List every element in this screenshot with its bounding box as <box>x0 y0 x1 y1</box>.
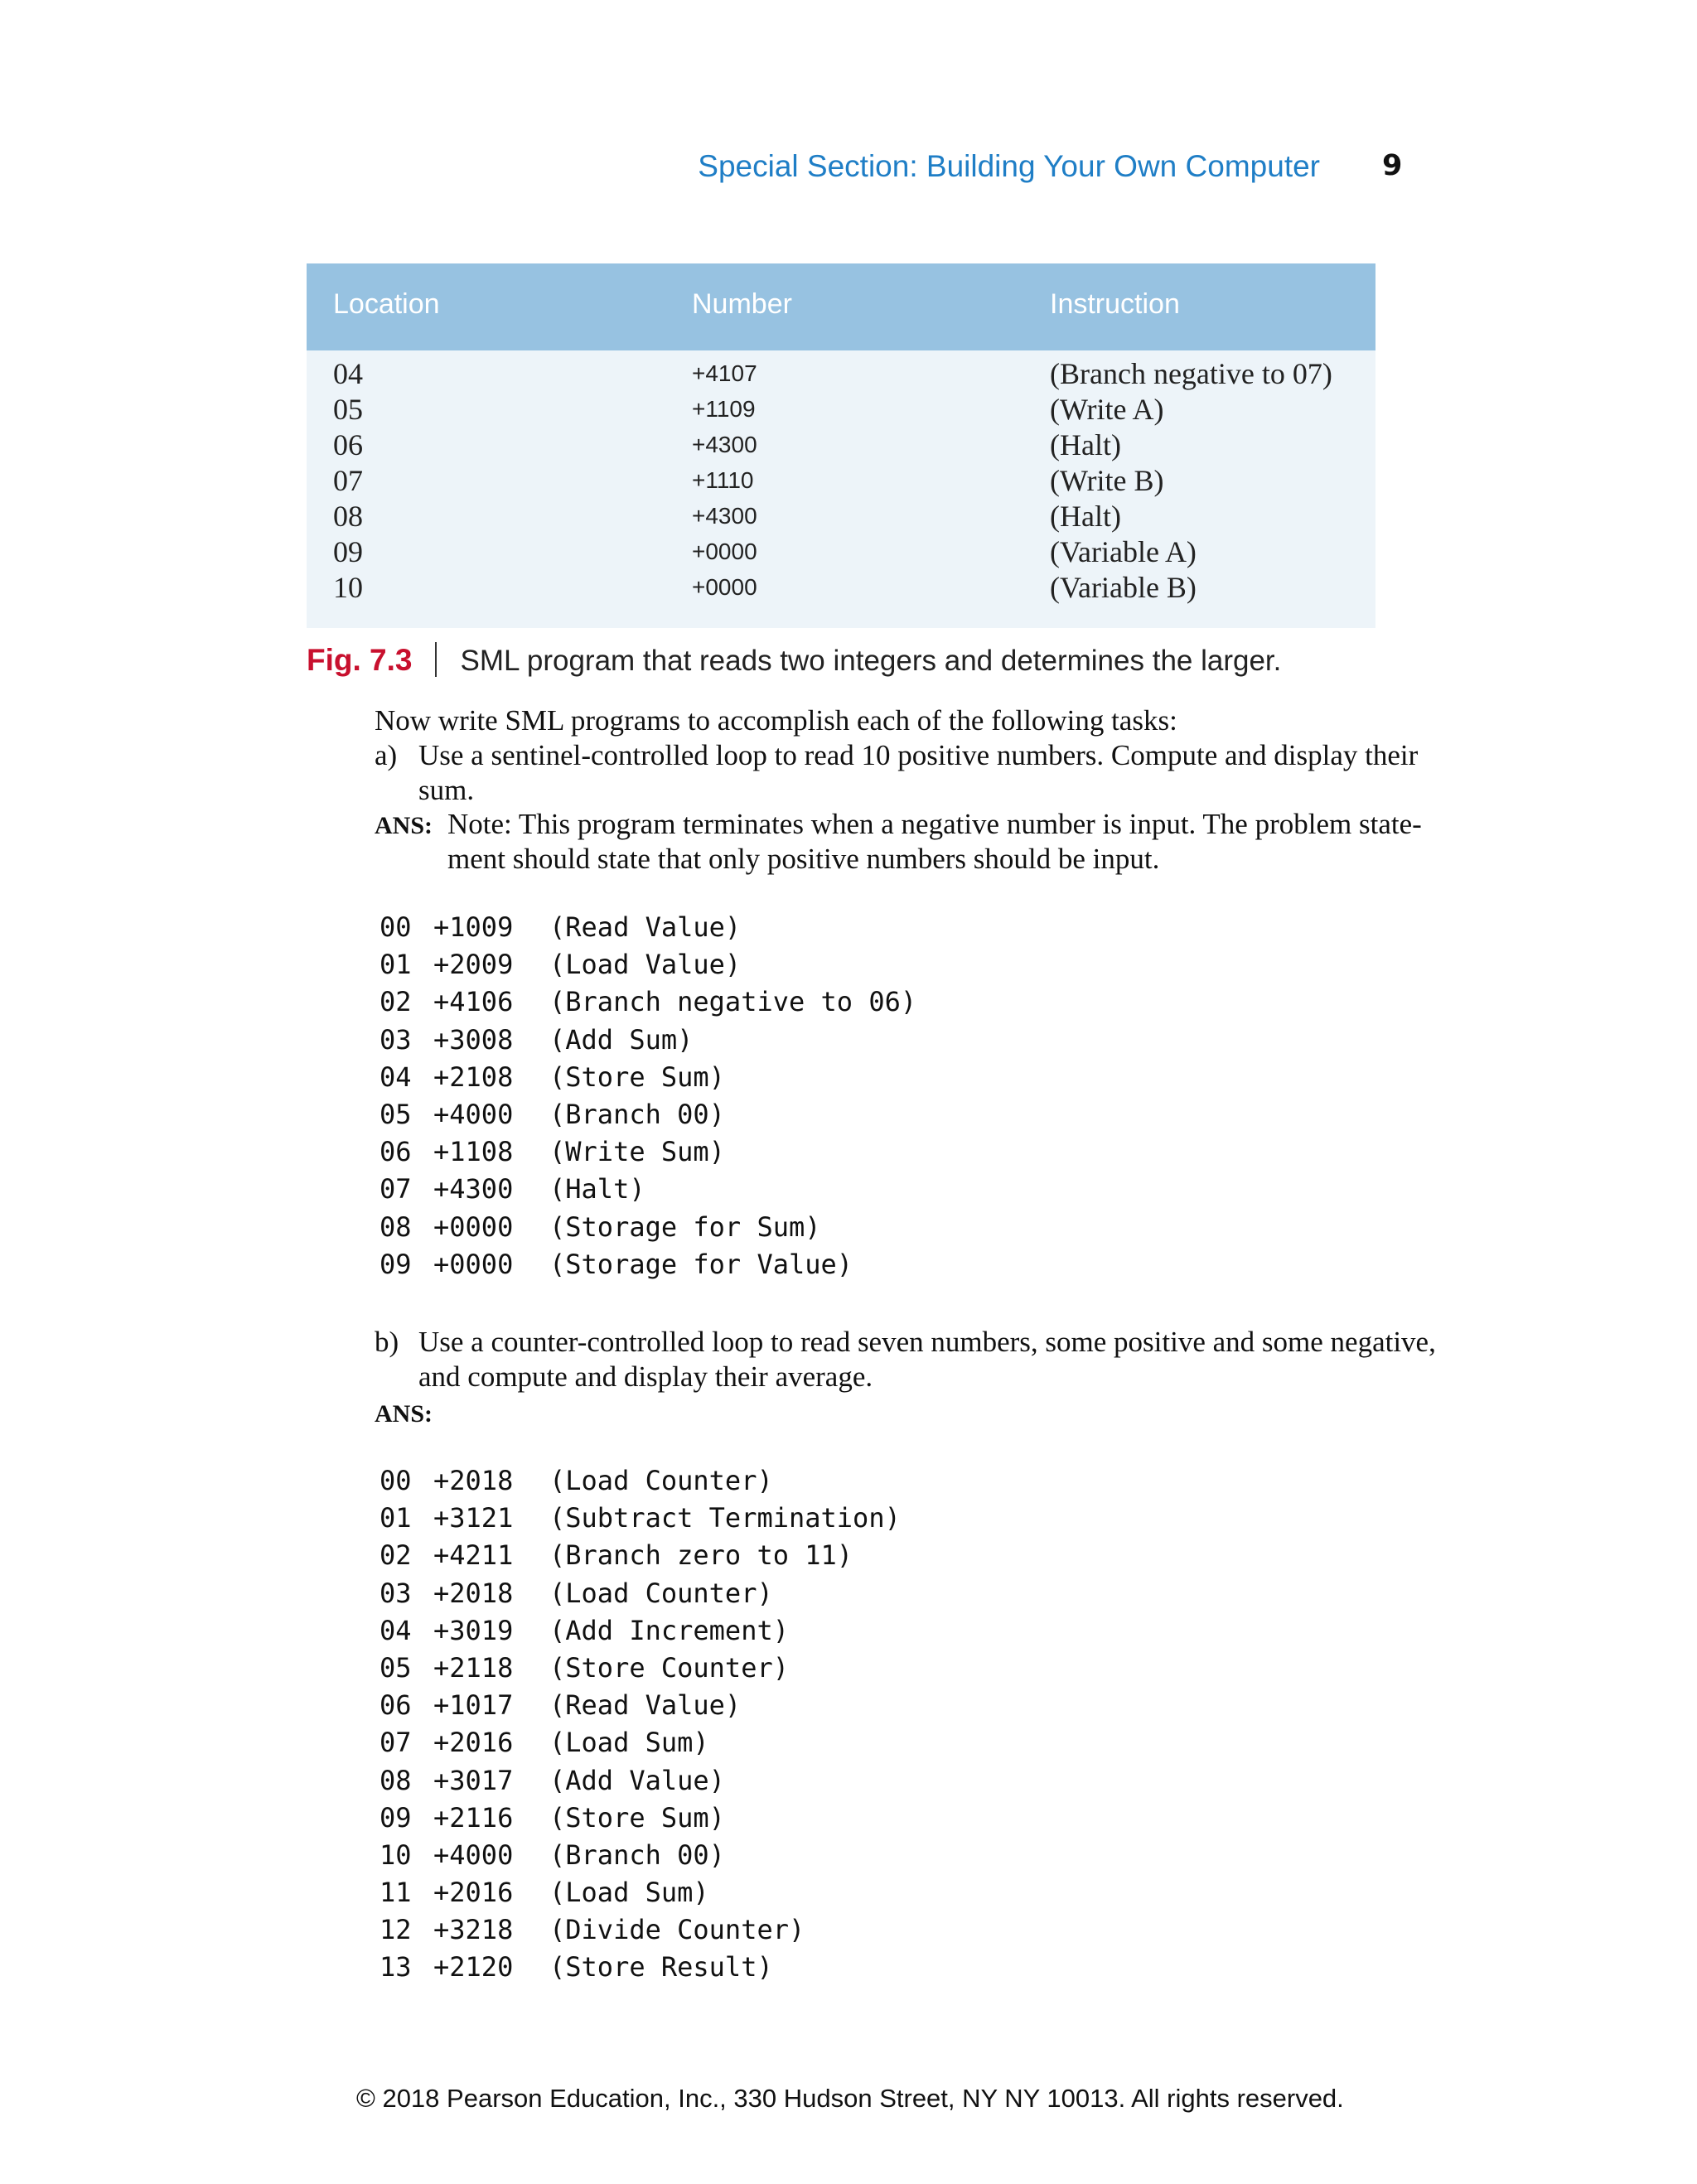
code-number: +4000 <box>433 1098 514 1130</box>
column-header-location: Location <box>333 288 440 320</box>
code-number: +2120 <box>433 1951 514 1983</box>
running-header-title: Special Section: Building Your Own Computer <box>698 149 1320 183</box>
code-line <box>380 1171 916 1208</box>
code-instruction: (Storage for Sum) <box>549 1210 821 1243</box>
cell-instruction: (Variable A) <box>1050 535 1197 568</box>
table-row <box>307 356 1375 392</box>
table-body <box>307 356 1375 606</box>
code-instruction: (Branch 00) <box>549 1839 725 1871</box>
code-location: 11 <box>380 1877 412 1909</box>
code-instruction: (Load Counter) <box>549 1465 773 1496</box>
code-location: 08 <box>380 1764 412 1796</box>
part-b-marker: b) <box>375 1326 399 1358</box>
code-number: +0000 <box>433 1248 514 1280</box>
code-location: 02 <box>380 986 412 1018</box>
table-row <box>307 534 1375 570</box>
code-line <box>380 1537 901 1574</box>
cell-location: 10 <box>333 571 363 604</box>
code-instruction: (Subtract Termination) <box>549 1502 901 1534</box>
code-location: 00 <box>380 1465 412 1496</box>
code-line <box>380 1650 901 1687</box>
table-header-row <box>307 263 1375 350</box>
code-instruction: (Add Value) <box>549 1764 725 1796</box>
code-line <box>380 1949 901 1986</box>
part-b-question-line-1: Use a counter-controlled loop to read seven numbers, some positive and some negative, <box>418 1326 1436 1358</box>
code-line <box>380 1687 901 1724</box>
table-row <box>307 392 1375 428</box>
column-header-number: Number <box>692 288 792 320</box>
cell-location: 09 <box>333 535 363 568</box>
part-a-question-line-2: sum. <box>418 774 475 806</box>
intro-text: Now write SML programs to accomplish each of the following tasks: <box>375 704 1177 737</box>
code-instruction: (Divide Counter) <box>549 1914 805 1946</box>
cell-location: 05 <box>333 393 363 426</box>
cell-number: +1109 <box>692 396 756 422</box>
code-number: +3019 <box>433 1614 514 1646</box>
code-number: +2018 <box>433 1465 514 1496</box>
code-location: 05 <box>380 1098 412 1130</box>
cell-instruction: (Write A) <box>1050 393 1164 426</box>
part-a-marker: a) <box>375 739 398 771</box>
cell-location: 08 <box>333 500 363 533</box>
part-a-answer-line-1: Note: This program terminates when a negative number is input. The problem state- <box>447 808 1422 840</box>
code-location: 07 <box>380 1173 412 1206</box>
cell-instruction: (Branch negative to 07) <box>1050 357 1332 390</box>
part-a-code-listing <box>380 909 916 1283</box>
code-location: 06 <box>380 1689 412 1722</box>
code-location: 01 <box>380 949 412 981</box>
copyright-footer: © 2018 Pearson Education, Inc., 330 Hudson Street, NY NY 10013. All rights reserved. <box>356 2084 1344 2113</box>
code-instruction: (Read Value) <box>549 1689 742 1722</box>
code-line <box>380 1724 901 1761</box>
code-line <box>380 1246 916 1283</box>
code-number: +4211 <box>433 1539 514 1572</box>
code-line <box>380 1462 901 1500</box>
cell-location: 04 <box>333 357 363 390</box>
code-location: 02 <box>380 1539 412 1572</box>
code-instruction: (Load Value) <box>549 949 742 981</box>
code-line <box>380 1575 901 1612</box>
code-line <box>380 1837 901 1874</box>
code-line <box>380 1096 916 1133</box>
code-location: 04 <box>380 1614 412 1646</box>
code-number: +2118 <box>433 1651 514 1684</box>
code-number: +4106 <box>433 986 514 1018</box>
code-location: 00 <box>380 911 412 943</box>
code-instruction: (Load Sum) <box>549 1877 709 1909</box>
code-number: +3218 <box>433 1914 514 1946</box>
code-location: 09 <box>380 1248 412 1280</box>
part-a-question-line-1: Use a sentinel-controlled loop to read 10 positive numbers. Compute and display their <box>418 739 1419 771</box>
code-number: +4300 <box>433 1173 514 1206</box>
cell-number: +4107 <box>692 360 757 386</box>
figure-caption <box>307 642 1281 678</box>
caption-separator <box>435 642 437 677</box>
code-line <box>380 909 916 946</box>
part-a-answer-label: ANS: <box>375 812 433 839</box>
code-location: 04 <box>380 1061 412 1093</box>
code-instruction: (Store Counter) <box>549 1651 789 1684</box>
code-number: +1108 <box>433 1136 514 1168</box>
code-location: 05 <box>380 1651 412 1684</box>
code-instruction: (Read Value) <box>549 911 742 943</box>
code-line <box>380 1209 916 1246</box>
code-instruction: (Store Result) <box>549 1951 773 1983</box>
cell-instruction: (Halt) <box>1050 428 1121 461</box>
code-location: 03 <box>380 1023 412 1056</box>
code-number: +2018 <box>433 1577 514 1609</box>
cell-number: +0000 <box>692 574 757 600</box>
code-number: +2009 <box>433 949 514 981</box>
code-instruction: (Add Sum) <box>549 1023 694 1056</box>
cell-instruction: (Halt) <box>1050 500 1121 533</box>
code-line <box>380 946 916 983</box>
code-instruction: (Load Counter) <box>549 1577 773 1609</box>
part-a-answer-line-2: ment should state that only positive numbers should be input. <box>447 843 1160 875</box>
table-row <box>307 428 1375 463</box>
table-row <box>307 499 1375 534</box>
cell-number: +4300 <box>692 503 757 529</box>
figure-label: Fig. 7.3 <box>307 643 413 677</box>
cell-number: +1110 <box>692 467 754 493</box>
table-row <box>307 570 1375 606</box>
code-number: +2116 <box>433 1801 514 1834</box>
code-instruction: (Add Increment) <box>549 1614 789 1646</box>
caption-text: SML program that reads two integers and determines the larger. <box>460 645 1282 677</box>
code-instruction: (Write Sum) <box>549 1136 725 1168</box>
code-instruction: (Storage for Value) <box>549 1248 853 1280</box>
code-number: +1009 <box>433 911 514 943</box>
column-header-instruction: Instruction <box>1050 288 1180 320</box>
code-number: +2108 <box>433 1061 514 1093</box>
code-instruction: (Branch negative to 06) <box>549 986 917 1018</box>
part-b-question-line-2: and compute and display their average. <box>418 1360 873 1393</box>
code-line <box>380 1059 916 1096</box>
code-location: 10 <box>380 1839 412 1871</box>
code-line <box>380 1500 901 1537</box>
code-line <box>380 983 916 1021</box>
code-number: +0000 <box>433 1210 514 1243</box>
code-number: +3121 <box>433 1502 514 1534</box>
code-line <box>380 1911 901 1949</box>
code-number: +2016 <box>433 1727 514 1759</box>
cell-instruction: (Write B) <box>1050 464 1164 497</box>
code-line <box>380 1612 901 1650</box>
code-line <box>380 1022 916 1059</box>
code-number: +1017 <box>433 1689 514 1722</box>
code-location: 01 <box>380 1502 412 1534</box>
code-instruction: (Store Sum) <box>549 1061 725 1093</box>
code-number: +2016 <box>433 1877 514 1909</box>
code-line <box>380 1874 901 1911</box>
code-location: 13 <box>380 1951 412 1983</box>
figure-table <box>307 263 1375 628</box>
cell-location: 06 <box>333 428 363 461</box>
code-number: +3017 <box>433 1764 514 1796</box>
page-number: 9 <box>1382 149 1403 182</box>
code-location: 06 <box>380 1136 412 1168</box>
code-line <box>380 1762 901 1800</box>
code-number: +4000 <box>433 1839 514 1871</box>
code-line <box>380 1800 901 1837</box>
code-number: +3008 <box>433 1023 514 1056</box>
cell-number: +4300 <box>692 432 757 457</box>
code-location: 03 <box>380 1577 412 1609</box>
code-instruction: (Branch 00) <box>549 1098 725 1130</box>
code-location: 12 <box>380 1914 412 1946</box>
part-b-answer-label: ANS: <box>375 1400 433 1428</box>
code-instruction: (Halt) <box>549 1173 645 1206</box>
code-location: 07 <box>380 1727 412 1759</box>
code-instruction: (Store Sum) <box>549 1801 725 1834</box>
code-location: 08 <box>380 1210 412 1243</box>
code-instruction: (Load Sum) <box>549 1727 709 1759</box>
code-location: 09 <box>380 1801 412 1834</box>
code-instruction: (Branch zero to 11) <box>549 1539 853 1572</box>
part-b-code-listing <box>380 1462 901 1987</box>
table-row <box>307 463 1375 499</box>
cell-location: 07 <box>333 464 363 497</box>
cell-instruction: (Variable B) <box>1050 571 1197 604</box>
code-line <box>380 1133 916 1171</box>
cell-number: +0000 <box>692 539 757 564</box>
